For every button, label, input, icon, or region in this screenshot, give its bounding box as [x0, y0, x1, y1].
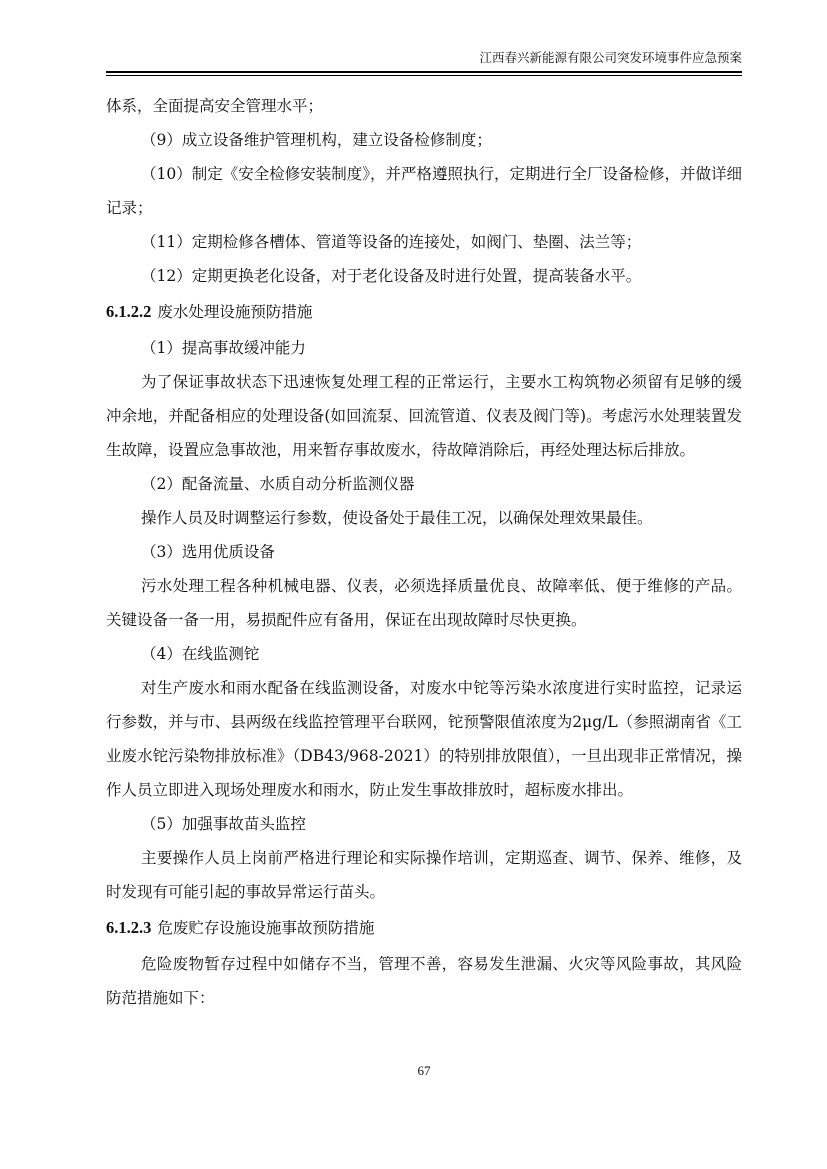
subheading: （5）加强事故苗头监控: [141, 815, 306, 833]
section-number: 6.1.2.3: [106, 918, 152, 937]
paragraph: 危险废物暂存过程中如储存不当，管理不善，容易发生泄漏、火灾等风险事故，其风险防范措施如下：: [106, 955, 742, 1007]
paragraph: 为了保证事故状态下迅速恢复处理工程的正常运行，主要水工构筑物必须留有足够的缓冲余地，并配备相应的处理设备(如回流泵、回流管道、仪表及阀门等)。考虑污水处理装置发生故障，设置应急事故池，用来暂存事故废水，待故障消除后，再经处理达标后排放。: [106, 373, 742, 459]
list-item: （11）定期检修各槽体、管道等设备的连接处，如阀门、垫圈、法兰等；: [141, 233, 642, 251]
paragraph: 主要操作人员上岗前严格进行理论和实际操作培训，定期巡查、调节、保养、维修，及时发现有可能引起的事故异常运行苗头。: [106, 849, 742, 901]
paragraph: 操作人员及时调整运行参数，使设备处于最佳工况，以确保处理效果最佳。: [141, 509, 653, 527]
list-item: （9）成立设备维护管理机构，建立设备检修制度；: [141, 131, 492, 149]
subheading: （1）提高事故缓冲能力: [141, 339, 306, 357]
section-title: 危废贮存设施设施事故预防措施: [157, 919, 375, 937]
paragraph: 体系，全面提高安全管理水平；: [106, 97, 324, 115]
list-item: （12）定期更换老化设备，对于老化设备及时进行处置，提高装备水平。: [141, 267, 642, 285]
section-heading: [106, 911, 742, 945]
subheading: （4）在线监测铊: [141, 645, 260, 663]
section-title: 废水处理设施预防措施: [157, 303, 313, 321]
page-header: 江西春兴新能源有限公司突发环境事件应急预案: [479, 50, 742, 65]
header-rule-thick: [106, 71, 742, 73]
subheading: （3）选用优质设备: [141, 543, 275, 561]
document-body: [106, 89, 742, 1015]
page-number: 67: [417, 1063, 431, 1078]
paragraph: 对生产废水和雨水配备在线监测设备，对废水中铊等污染水浓度进行实时监控，记录运行参数，并与市、县两级在线监控管理平台联网，铊预警限值浓度为2μg/L（参照湖南省《工业废水铊污染物排放标准》（DB43/968-2021）的特别排放限值），一旦出现非正常情况，操作人员立即进入现场处理废水和雨水，防止发生事故排放时，超标废水排出。: [106, 679, 742, 799]
section-heading: [106, 295, 742, 329]
section-number: 6.1.2.2: [106, 302, 152, 321]
paragraph: 污水处理工程各种机械电器、仪表，必须选择质量优良、故障率低、便于维修的产品。关键设备一备一用，易损配件应有备用，保证在出现故障时尽快更换。: [106, 577, 742, 629]
list-item: （10）制定《安全检修安装制度》，并严格遵照执行，定期进行全厂设备检修，并做详细记录；: [106, 165, 742, 217]
subheading: （2）配备流量、水质自动分析监测仪器: [141, 475, 415, 493]
header-rule-thin: [106, 75, 742, 76]
